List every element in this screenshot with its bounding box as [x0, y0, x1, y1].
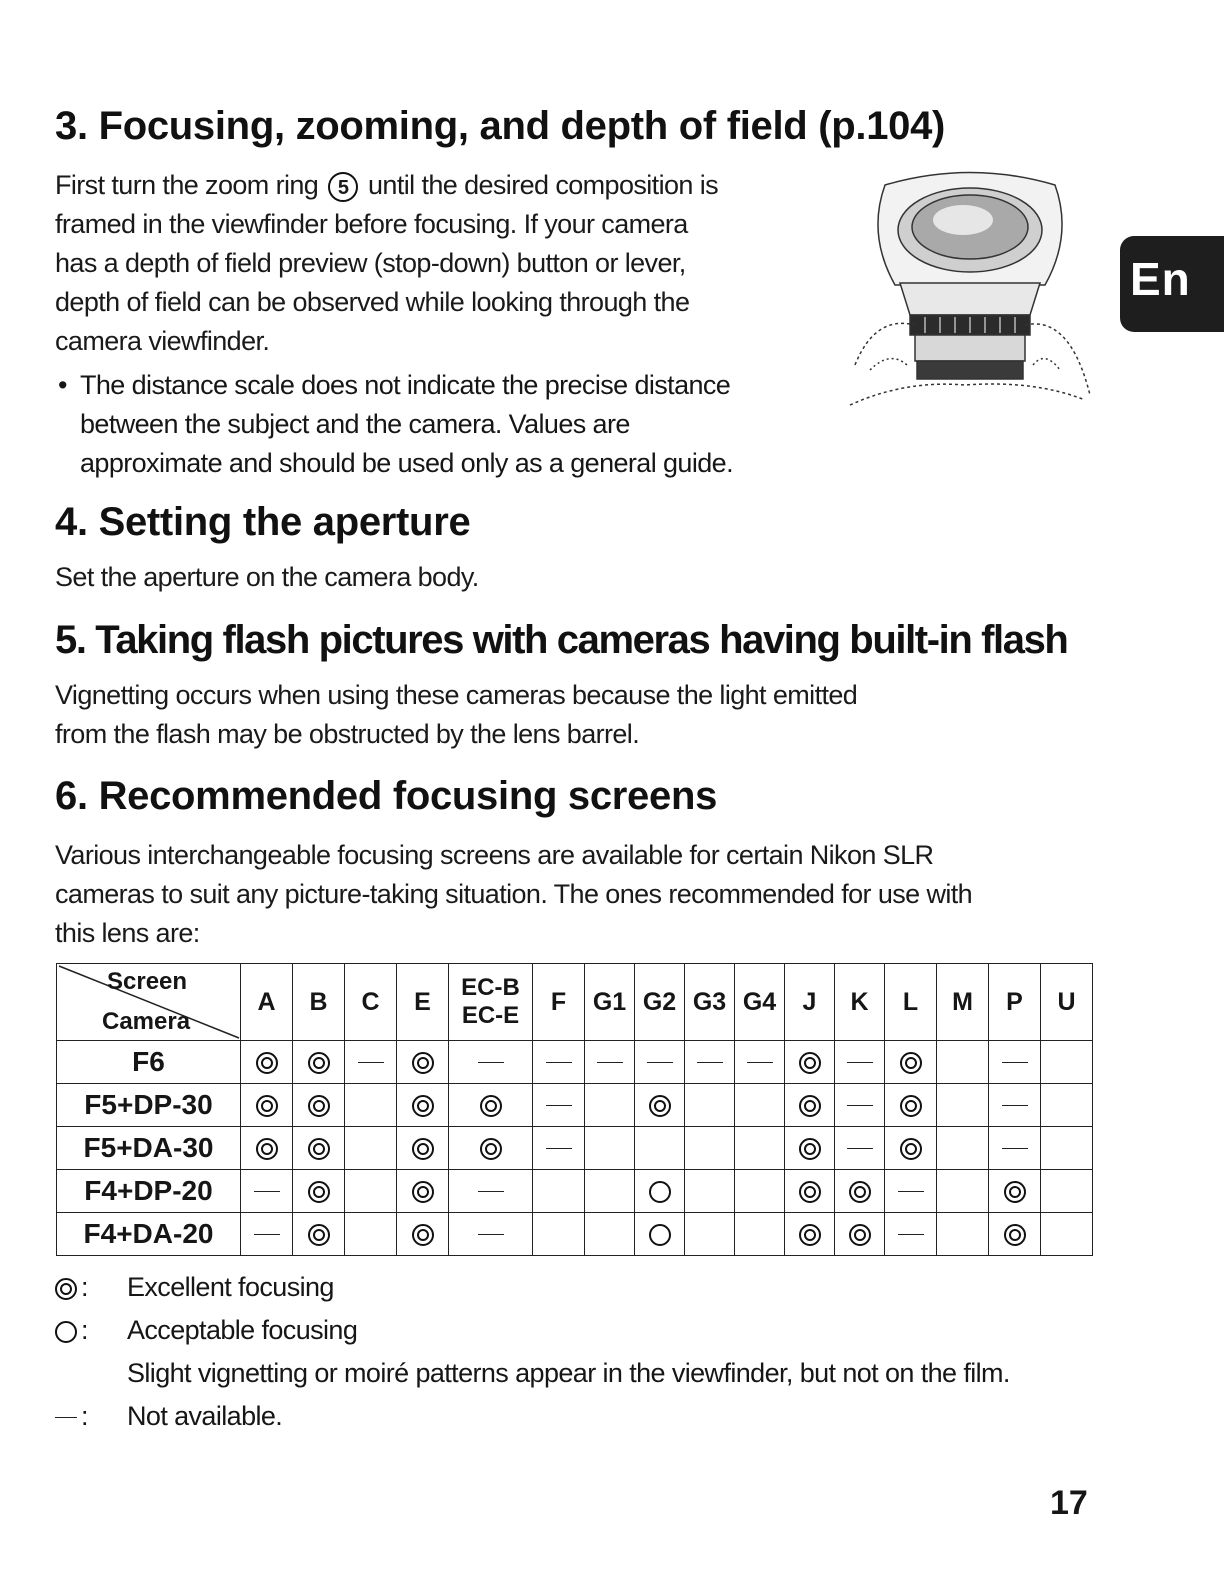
table-cell	[937, 1170, 989, 1213]
table-cell	[937, 1213, 989, 1256]
double-circle-icon	[1004, 1224, 1026, 1246]
table-cell	[241, 1041, 293, 1084]
double-circle-icon	[256, 1052, 278, 1074]
double-circle-icon	[308, 1181, 330, 1203]
camera-name-cell: F5+DP-30	[57, 1084, 241, 1127]
table-cell	[293, 1127, 345, 1170]
column-header: E	[397, 964, 449, 1041]
table-cell	[293, 1213, 345, 1256]
dash-icon	[647, 1062, 673, 1063]
double-circle-icon	[649, 1095, 671, 1117]
dash-icon	[847, 1062, 873, 1063]
table-cell	[241, 1170, 293, 1213]
table-cell	[585, 1170, 635, 1213]
circle-icon	[55, 1321, 77, 1343]
table-cell	[397, 1041, 449, 1084]
table-cell	[735, 1084, 785, 1127]
table-cell	[835, 1213, 885, 1256]
corner-label-camera: Camera	[102, 1008, 191, 1035]
dash-icon	[55, 1417, 77, 1418]
dash-icon	[478, 1234, 504, 1235]
table-cell	[685, 1127, 735, 1170]
column-header: P	[989, 964, 1041, 1041]
table-cell	[635, 1041, 685, 1084]
double-circle-icon	[1004, 1181, 1026, 1203]
column-header: G4	[735, 964, 785, 1041]
section6-heading: 6. Recommended focusing screens	[55, 774, 718, 818]
table-cell	[241, 1127, 293, 1170]
double-circle-icon	[55, 1278, 77, 1300]
table-cell	[785, 1084, 835, 1127]
table-cell	[533, 1041, 585, 1084]
table-cell	[585, 1041, 635, 1084]
double-circle-icon	[308, 1095, 330, 1117]
table-cell	[1041, 1041, 1093, 1084]
section3-line-5: camera viewfinder.	[55, 326, 270, 356]
table-cell	[835, 1170, 885, 1213]
table-cell	[1041, 1127, 1093, 1170]
section3-paragraph	[55, 166, 718, 361]
table-cell	[345, 1041, 397, 1084]
section5-paragraph: Vignetting occurs when using these cameras because the light emitted from the flash may be obstructed by the lens barrel.	[55, 680, 858, 749]
section6-paragraph: Various interchangeable focusing screens are available for certain Nikon SLR cameras to suit any picture-taking situation. The ones recommended for use with this lens are:	[55, 840, 973, 948]
camera-name-cell: F5+DA-30	[57, 1127, 241, 1170]
table-cell	[397, 1213, 449, 1256]
table-cell	[937, 1127, 989, 1170]
table-cell	[449, 1041, 533, 1084]
table-cell	[345, 1170, 397, 1213]
lens-illustration	[845, 165, 1095, 420]
table-cell	[685, 1084, 735, 1127]
table-cell	[533, 1084, 585, 1127]
table-cell	[885, 1041, 937, 1084]
table-cell	[989, 1170, 1041, 1213]
table-cell	[635, 1084, 685, 1127]
table-cell	[1041, 1084, 1093, 1127]
table-row	[57, 1213, 1093, 1256]
double-circle-icon	[412, 1224, 434, 1246]
table-cell	[835, 1084, 885, 1127]
section3-line-4: depth of field can be observed while looking through the	[55, 287, 690, 317]
language-tab: En	[1120, 236, 1224, 332]
table-cell	[989, 1213, 1041, 1256]
table-cell	[785, 1041, 835, 1084]
table-cell	[449, 1127, 533, 1170]
camera-name-cell: F4+DP-20	[57, 1170, 241, 1213]
dash-icon	[546, 1148, 572, 1149]
table-cell	[397, 1084, 449, 1127]
section3-line-3: has a depth of field preview (stop-down) button or lever,	[55, 248, 686, 278]
table-cell	[989, 1041, 1041, 1084]
column-header: G3	[685, 964, 735, 1041]
section5-heading: 5. Taking flash pictures with cameras having built-in flash	[55, 618, 1068, 662]
double-circle-icon	[799, 1095, 821, 1117]
dash-icon	[898, 1191, 924, 1192]
double-circle-icon	[256, 1138, 278, 1160]
table-cell	[885, 1213, 937, 1256]
dash-icon	[358, 1062, 384, 1063]
circle-icon	[649, 1224, 671, 1246]
table-cell	[885, 1127, 937, 1170]
table-cell	[989, 1127, 1041, 1170]
table-row	[57, 1041, 1093, 1084]
column-header: F	[533, 964, 585, 1041]
table-cell	[449, 1213, 533, 1256]
table-cell	[937, 1041, 989, 1084]
dash-icon	[1002, 1148, 1028, 1149]
table-corner-header	[57, 964, 241, 1041]
bullet-dot-icon: •	[58, 370, 67, 400]
section3-line-2: framed in the viewfinder before focusing. If your camera	[55, 209, 688, 239]
dash-icon	[1002, 1062, 1028, 1063]
table-cell	[685, 1041, 735, 1084]
section4-paragraph: Set the aperture on the camera body.	[55, 562, 479, 592]
table-cell	[241, 1213, 293, 1256]
page-number: 17	[1050, 1484, 1088, 1522]
table-cell	[635, 1213, 685, 1256]
table-cell	[533, 1213, 585, 1256]
table-cell	[785, 1170, 835, 1213]
dash-icon	[478, 1191, 504, 1192]
table-cell	[397, 1170, 449, 1213]
double-circle-icon	[900, 1095, 922, 1117]
table-cell	[1041, 1170, 1093, 1213]
table-cell	[685, 1170, 735, 1213]
double-circle-icon	[256, 1095, 278, 1117]
table-cell	[735, 1127, 785, 1170]
table-cell	[989, 1084, 1041, 1127]
column-header: A	[241, 964, 293, 1041]
table-cell	[785, 1127, 835, 1170]
legend-not-available: : Not available.	[55, 1397, 282, 1436]
table-cell	[449, 1084, 533, 1127]
table-cell	[1041, 1213, 1093, 1256]
double-circle-icon	[412, 1095, 434, 1117]
dash-icon	[254, 1191, 280, 1192]
table-header-row	[57, 964, 1093, 1041]
section3-heading: 3. Focusing, zooming, and depth of field (p.104)	[55, 104, 946, 148]
table-row	[57, 1170, 1093, 1213]
dash-icon	[847, 1105, 873, 1106]
table-cell	[685, 1213, 735, 1256]
section3-line-1: First turn the zoom ring 5 until the desired composition is	[55, 170, 719, 200]
double-circle-icon	[849, 1181, 871, 1203]
column-header: G1	[585, 964, 635, 1041]
dash-icon	[697, 1062, 723, 1063]
table-cell	[345, 1127, 397, 1170]
dash-icon	[898, 1234, 924, 1235]
double-circle-icon	[799, 1224, 821, 1246]
table-cell	[293, 1170, 345, 1213]
table-cell	[293, 1041, 345, 1084]
table-cell	[885, 1084, 937, 1127]
column-header: M	[937, 964, 989, 1041]
column-header: J	[785, 964, 835, 1041]
table-cell	[735, 1213, 785, 1256]
circle-icon	[649, 1181, 671, 1203]
callout-5-icon: 5	[328, 172, 358, 202]
dash-icon	[747, 1062, 773, 1063]
table-cell	[585, 1084, 635, 1127]
section4-heading: 4. Setting the aperture	[55, 500, 471, 544]
column-header: G2	[635, 964, 685, 1041]
double-circle-icon	[412, 1181, 434, 1203]
double-circle-icon	[480, 1138, 502, 1160]
column-header: C	[345, 964, 397, 1041]
camera-name-cell: F4+DA-20	[57, 1213, 241, 1256]
table-cell	[293, 1084, 345, 1127]
legend-acceptable: : Acceptable focusing	[55, 1311, 357, 1350]
double-circle-icon	[799, 1138, 821, 1160]
dash-icon	[597, 1062, 623, 1063]
focusing-screen-table	[56, 963, 1093, 1256]
column-header: L	[885, 964, 937, 1041]
double-circle-icon	[900, 1138, 922, 1160]
dash-icon	[254, 1234, 280, 1235]
column-header: EC-B EC-E	[449, 964, 533, 1041]
table-cell	[735, 1041, 785, 1084]
table-cell	[533, 1127, 585, 1170]
camera-name-cell: F6	[57, 1041, 241, 1084]
double-circle-icon	[900, 1052, 922, 1074]
table-cell	[735, 1170, 785, 1213]
table-cell	[835, 1127, 885, 1170]
table-row	[57, 1084, 1093, 1127]
table-cell	[885, 1170, 937, 1213]
table-cell	[835, 1041, 885, 1084]
dash-icon	[1002, 1105, 1028, 1106]
double-circle-icon	[412, 1052, 434, 1074]
table-cell	[785, 1213, 835, 1256]
table-cell	[345, 1084, 397, 1127]
dash-icon	[546, 1105, 572, 1106]
column-header: U	[1041, 964, 1093, 1041]
corner-label-screen: Screen	[107, 968, 188, 995]
table-row	[57, 1127, 1093, 1170]
table-cell	[533, 1170, 585, 1213]
legend-excellent: : Excellent focusing	[55, 1268, 334, 1307]
table-cell	[397, 1127, 449, 1170]
legend-acceptable-note: Slight vignetting or moiré patterns appear in the viewfinder, but not on the film.	[127, 1358, 1010, 1388]
double-circle-icon	[799, 1181, 821, 1203]
table-cell	[449, 1170, 533, 1213]
double-circle-icon	[308, 1052, 330, 1074]
table-cell	[585, 1127, 635, 1170]
dash-icon	[847, 1148, 873, 1149]
double-circle-icon	[308, 1138, 330, 1160]
table-cell	[635, 1127, 685, 1170]
dash-icon	[546, 1062, 572, 1063]
table-cell	[937, 1084, 989, 1127]
column-header: K	[835, 964, 885, 1041]
double-circle-icon	[799, 1052, 821, 1074]
table-cell	[585, 1213, 635, 1256]
double-circle-icon	[308, 1224, 330, 1246]
table-cell	[345, 1213, 397, 1256]
table-cell	[241, 1084, 293, 1127]
dash-icon	[478, 1062, 504, 1063]
column-header: B	[293, 964, 345, 1041]
double-circle-icon	[480, 1095, 502, 1117]
double-circle-icon	[412, 1138, 434, 1160]
section3-bullet: • The distance scale does not indicate the precise distance between the subject and the camera. Values are approximate and should be used only as a general guide.	[58, 366, 733, 483]
double-circle-icon	[849, 1224, 871, 1246]
table-cell	[635, 1170, 685, 1213]
